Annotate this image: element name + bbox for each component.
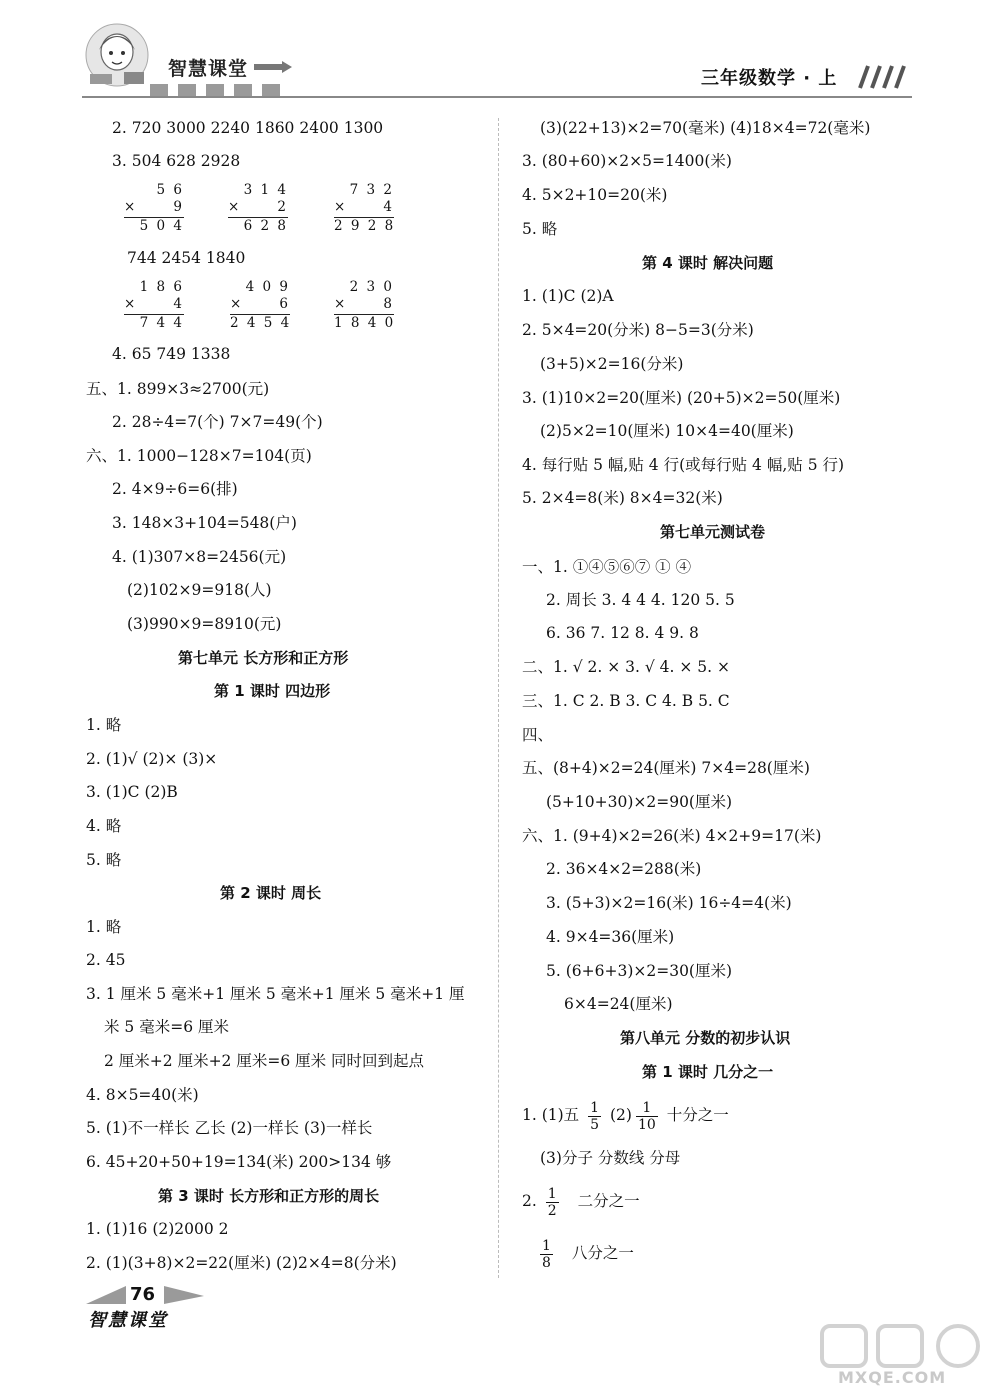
fraction [540, 1238, 553, 1271]
page-header [0, 0, 1000, 105]
vertical-multiplication [334, 182, 394, 235]
answer-line: 3. 148×3+104=548(户) [112, 514, 297, 532]
girl-avatar-icon [84, 22, 150, 92]
vertical-multiplication [228, 182, 288, 235]
answer-line: 二、1. √ 2. × 3. √ 4. × 5. × [522, 658, 731, 676]
answer-line [522, 1098, 729, 1133]
answer-text: 八分之一 [571, 1244, 634, 1262]
header-title: 三年级数学 · 上 [701, 68, 838, 89]
answer-line: 744 2454 1840 [127, 249, 246, 267]
product: 5 0 4 [124, 217, 184, 235]
answer-line: 4. 9×4=36(厘米) [546, 928, 675, 946]
answer-text: 二分之一 [577, 1192, 640, 1210]
denominator: 8 [542, 1254, 551, 1271]
answer-line: 3. (80+60)×2×5=1400(米) [522, 152, 732, 170]
answer-text: (2) [609, 1106, 632, 1124]
times-sign: × [124, 199, 136, 215]
answer-line: (5+10+30)×2=90(厘米) [546, 793, 733, 811]
answer-line: 一、1. ①④⑤⑥⑦ ① ④ [522, 558, 692, 576]
answer-line: 1. (1)C (2)A [522, 287, 614, 305]
vertical-multiplication [124, 182, 184, 235]
answer-line: 6. 45+20+50+19=134(米) 200>134 够 [86, 1153, 392, 1171]
vertical-multiplication [230, 279, 290, 332]
answer-line: 五、(8+4)×2=24(厘米) 7×4=28(厘米) [522, 759, 810, 777]
fraction [588, 1100, 601, 1133]
times-sign: × [124, 296, 136, 312]
fraction [636, 1100, 658, 1133]
vertical-multiplication [334, 279, 394, 332]
times-sign: × [334, 199, 346, 215]
answer-line: 4. 65 749 1338 [112, 345, 231, 363]
watermark-text: MXQE.COM [838, 1368, 947, 1387]
answer-line: 3. 504 628 2928 [112, 152, 241, 170]
answer-line: 2. (1)(3+8)×2=22(厘米) (2)2×4=8(分米) [86, 1254, 397, 1272]
answer-line: 3. 1 厘米 5 毫米+1 厘米 5 毫米+1 厘米 5 毫米+1 厘 [86, 985, 465, 1003]
header-squares [150, 82, 290, 101]
multiplicand: 4 0 9 [245, 279, 290, 295]
multiplicand: 1 8 6 [139, 279, 184, 295]
multiplicand: 2 3 0 [349, 279, 394, 295]
denominator: 10 [637, 1116, 656, 1133]
product: 1 8 4 0 [334, 315, 396, 331]
multiplier: 4 [383, 199, 394, 215]
answer-line: 2. (1)√ (2)× (3)× [86, 750, 218, 768]
section-heading: 第七单元 长方形和正方形 [178, 649, 349, 667]
answer-line: 米 5 毫米=6 厘米 [104, 1018, 229, 1036]
multiplier: 8 [383, 296, 394, 312]
answer-line: 2. 36×4×2=288(米) [546, 860, 702, 878]
answer-text: 2. [522, 1192, 537, 1210]
lesson-heading: 第 1 课时 几分之一 [642, 1063, 774, 1081]
multiplier: 6 [279, 296, 290, 312]
header-rule [82, 96, 912, 98]
answer-line: 6×4=24(厘米) [564, 995, 673, 1013]
footer-banner [0, 1278, 500, 1338]
answer-line: 4. 略 [86, 817, 122, 835]
answer-line: 3. (5+3)×2=16(米) 16÷4=4(米) [546, 894, 792, 912]
product: 6 2 8 [228, 217, 288, 235]
answer-line: 5. (6+6+3)×2=30(厘米) [546, 962, 733, 980]
answer-line: 3. (1)C (2)B [86, 783, 178, 801]
answer-text: 1. (1)五 [522, 1106, 580, 1124]
answer-text: 十分之一 [666, 1106, 729, 1124]
answer-line: 2. 720 3000 2240 1860 2400 1300 [112, 119, 384, 137]
product: 2 9 2 8 [334, 218, 396, 234]
answer-line: 1. 略 [86, 918, 122, 936]
answer-line: 1. 略 [86, 716, 122, 734]
answer-line: (2)102×9=918(人) [127, 581, 272, 599]
lesson-heading: 第 3 课时 长方形和正方形的周长 [158, 1187, 380, 1205]
numerator: 1 [636, 1100, 658, 1117]
fraction [546, 1186, 559, 1219]
answer-line: (2)5×2=10(厘米) 10×4=40(厘米) [540, 422, 794, 440]
numerator: 1 [547, 1185, 557, 1202]
answer-line [522, 1184, 640, 1219]
answer-line: (3)分子 分数线 分母 [540, 1149, 681, 1167]
lesson-heading: 第 1 课时 四边形 [214, 682, 331, 700]
answer-line: 六、1. 1000−128×7=104(页) [86, 447, 312, 465]
answer-line: (3+5)×2=16(分米) [540, 355, 684, 373]
answer-line: 2. 45 [86, 951, 126, 969]
section-heading: 第八单元 分数的初步认识 [620, 1029, 791, 1047]
answer-line: (3)990×9=8910(元) [127, 615, 282, 633]
numerator: 1 [590, 1099, 600, 1116]
multiplier: 4 [173, 296, 184, 312]
multiplier: 9 [173, 199, 184, 215]
multiplicand: 5 6 [156, 182, 184, 198]
answer-line: 1. (1)16 (2)2000 2 [86, 1220, 229, 1238]
multiplier: 2 [277, 199, 288, 215]
answer-line: 5. 略 [522, 220, 558, 238]
lesson-heading: 第 4 课时 解决问题 [642, 254, 774, 272]
denominator: 2 [547, 1202, 557, 1219]
answer-line: 4. (1)307×8=2456(元) [112, 548, 287, 566]
answer-line: 2. 周长 3. 4 4 4. 120 5. 5 [546, 591, 735, 609]
answer-line: 2. 4×9÷6=6(排) [112, 480, 238, 498]
answer-line: 五、1. 899×3≈2700(元) [86, 380, 270, 398]
answer-line: 4. 5×2+10=20(米) [522, 186, 668, 204]
header-brand: 智慧课堂 [168, 58, 249, 80]
answer-line: 5. (1)不一样长 乙长 (2)一样长 (3)一样长 [86, 1119, 373, 1137]
column-divider [498, 118, 499, 1278]
answer-line: 4. 8×5=40(米) [86, 1086, 199, 1104]
arrow-icon [252, 60, 294, 74]
answer-line: 6. 36 7. 12 8. 4 9. 8 [546, 624, 699, 642]
product: 2 4 5 4 [230, 315, 292, 331]
product: 7 4 4 [124, 314, 184, 332]
times-sign: × [228, 199, 240, 215]
lesson-heading: 第 2 课时 周长 [220, 884, 322, 902]
page-number: 76 [130, 1284, 156, 1305]
section-heading: 第七单元测试卷 [660, 523, 766, 541]
vertical-multiplication [124, 279, 184, 332]
times-sign: × [230, 296, 242, 312]
answer-line: 2. 5×4=20(分米) 8−5=3(分米) [522, 321, 754, 339]
numerator: 1 [542, 1237, 551, 1254]
footer-brand: 智慧课堂 [88, 1310, 168, 1331]
answer-line: 5. 2×4=8(米) 8×4=32(米) [522, 489, 723, 507]
answer-line: 2. 28÷4=7(个) 7×7=49(个) [112, 413, 323, 431]
answer-line: 四、 [522, 726, 554, 744]
multiplicand: 7 3 2 [349, 182, 394, 198]
answer-line: 5. 略 [86, 851, 122, 869]
slashes-decoration-icon [852, 64, 912, 90]
multiplicand: 3 1 4 [243, 182, 288, 198]
times-sign: × [334, 296, 346, 312]
answer-line: 4. 每行贴 5 幅,贴 4 行(或每行贴 4 幅,贴 5 行) [522, 456, 845, 474]
answer-line [536, 1236, 634, 1271]
answer-line: 六、1. (9+4)×2=26(米) 4×2+9=17(米) [522, 827, 822, 845]
denominator: 5 [590, 1116, 600, 1133]
answer-line: 三、1. C 2. B 3. C 4. B 5. C [522, 692, 730, 710]
answer-line: (3)(22+13)×2=70(毫米) (4)18×4=72(毫米) [540, 119, 871, 137]
answer-line: 3. (1)10×2=20(厘米) (20+5)×2=50(厘米) [522, 389, 841, 407]
answer-line: 2 厘米+2 厘米+2 厘米=6 厘米 同时回到起点 [104, 1052, 425, 1070]
